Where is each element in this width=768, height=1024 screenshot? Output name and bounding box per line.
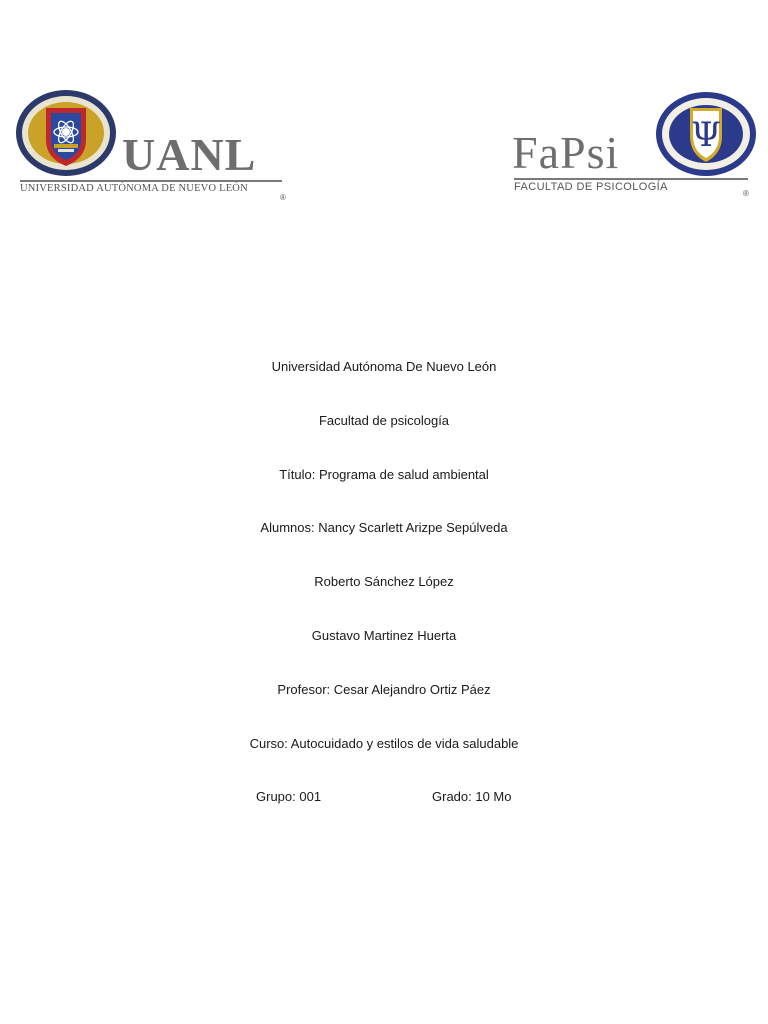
group-label: Grupo: 001 — [256, 789, 322, 804]
professor-line: Profesor: Cesar Alejandro Ortiz Páez — [277, 682, 491, 697]
group-grade-row — [0, 789, 768, 805]
fapsi-wordmark: FaPsi — [512, 127, 620, 178]
fapsi-divider — [514, 178, 748, 180]
uanl-tagline: UNIVERSIDAD AUTÓNOMA DE NUEVO LEÓN — [20, 183, 248, 194]
uanl-wordmark: UANL — [122, 129, 257, 180]
fapsi-tagline: FACULTAD DE PSICOLOGÍA — [514, 181, 668, 193]
university-name: Universidad Autónoma De Nuevo León — [271, 359, 497, 374]
students-line: Alumnos: Nancy Scarlett Arizpe Sepúlveda — [260, 520, 508, 535]
fapsi-logo — [512, 88, 762, 204]
uanl-registered-mark: ® — [280, 193, 286, 202]
student-name: Roberto Sánchez López — [314, 574, 454, 589]
student-name: Gustavo Martinez Huerta — [311, 628, 457, 643]
fapsi-registered-mark: ® — [743, 189, 749, 198]
course-line: Curso: Autocuidado y estilos de vida saludable — [249, 736, 519, 751]
faculty-name: Facultad de psicología — [318, 413, 450, 428]
grade-label: Grado: 10 Mo — [432, 789, 512, 804]
uanl-logo — [14, 88, 292, 204]
uanl-seal-icon — [14, 88, 118, 178]
document-title: Título: Programa de salud ambiental — [279, 467, 489, 482]
fapsi-seal-icon — [654, 90, 758, 178]
uanl-divider — [20, 180, 282, 182]
fapsi-psi-symbol: Ψ — [691, 115, 721, 155]
